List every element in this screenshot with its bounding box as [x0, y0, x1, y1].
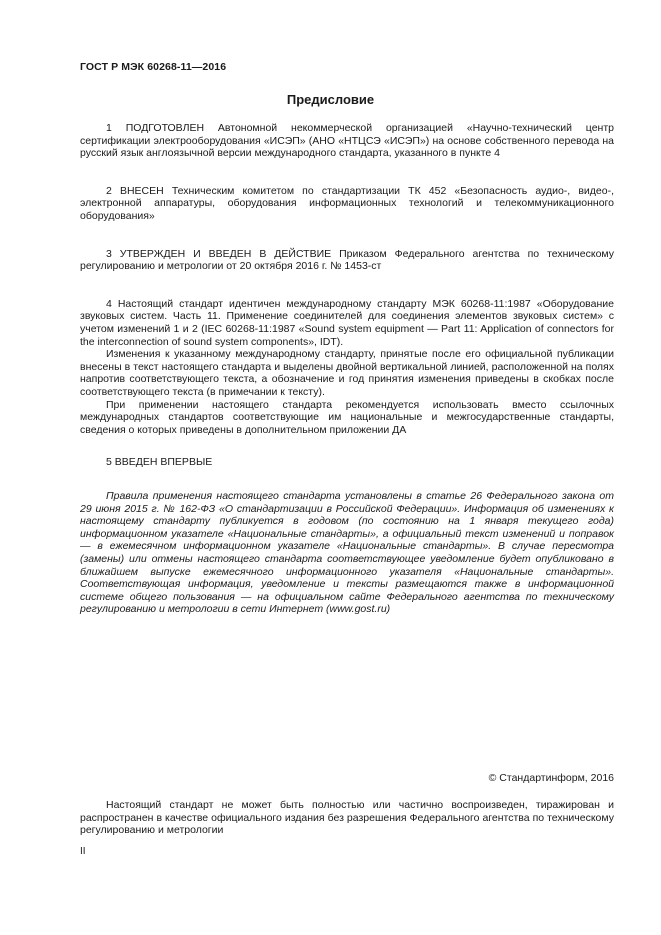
rules-block	[80, 490, 614, 616]
paragraph-changes: Изменения к указанному международному стандарту, принятые после его официальной публикации внесены в текст настоящего стандарта и выделены двойной вертикальной линией, расположенной на полях напротив соответствующего текста, а обозначение и год принятия изменения приведены в скобках после соответствующего текста (в примечании к тексту).	[80, 348, 614, 398]
paragraph-references: При применении настоящего стандарта рекомендуется использовать вместо ссылочных международных стандартов соответствующие им национальные и межгосударственные стандарты, сведения о которых приведены в дополнительном приложении ДА	[80, 398, 614, 436]
paragraph-prepared: 1 ПОДГОТОВЛЕН Автономной некоммерческой организацией «Научно-технический центр сертификации электрооборудования «ИСЭП» (АНО «НТЦСЭ «ИСЭП») на основе собственного перевода на русский язык англоязычной версии международного стандарта, указанного в пункте 4	[80, 122, 614, 160]
paragraph-approved: 3 УТВЕРЖДЕН И ВВЕДЕН В ДЕЙСТВИЕ Приказом Федерального агентства по техническому регулированию и метрологии от 20 октября 2016 г. № 1453-ст	[80, 247, 614, 273]
foreword-body	[80, 122, 614, 469]
paragraph-submitted: 2 ВНЕСЕН Техническим комитетом по стандартизации ТК 452 «Безопасность аудио-, видео-, электронной аппаратуры, оборудования информационных технологий и телекоммуникационного оборудования»	[80, 184, 614, 222]
paragraph-identical: 4 Настоящий стандарт идентичен международному стандарту МЭК 60268-11:1987 «Оборудование звуковых систем. Часть 11. Применение соединителей для соединения элементов звуковых систем» с учетом изменений 1 и 2 (IEC 60268-11:1987 «Sound system equipment — Part 11: Application of connectors for the interconnection of sound system components», IDT).	[80, 297, 614, 348]
copyright: © Стандартинформ, 2016	[488, 772, 614, 784]
standard-code: ГОСТ Р МЭК 60268-11—2016	[80, 61, 227, 73]
page-number: II	[80, 846, 86, 857]
rules-text: Правила применения настоящего стандарта установлены в статье 26 Федерального закона от 29 июня 2015 г. № 162-ФЗ «О стандартизации в Российской Федерации». Информация об изменениях к настоящему стандарту публикуется в годовом (по состоянию на 1 января текущего года) информационном указателе «Национальные стандарты», а официальный текст изменений и поправок — в ежемесячном информационном указателе «Национальные стандарты». В случае пересмотра (замены) или отмены настоящего стандарта соответствующее уведомление будет опубликовано в ближайшем выпуске ежемесячного информационного указателя «Национальные стандарты». Соответствующая информация, уведомление и тексты размещаются также в информационной системе общего пользования — на официальном сайте Федерального агентства по техническому регулированию и метрологии в сети Интернет (www.gost.ru)	[80, 490, 614, 616]
reproduction-note-block	[80, 799, 614, 837]
page-title: Предисловие	[286, 92, 375, 107]
reproduction-note: Настоящий стандарт не может быть полностью или частично воспроизведен, тиражирован и распространен в качестве официального издания без разрешения Федерального агентства по техническому регулированию и метрологии	[80, 799, 614, 837]
paragraph-first-introduced: 5 ВВЕДЕН ВПЕРВЫЕ	[106, 456, 213, 469]
